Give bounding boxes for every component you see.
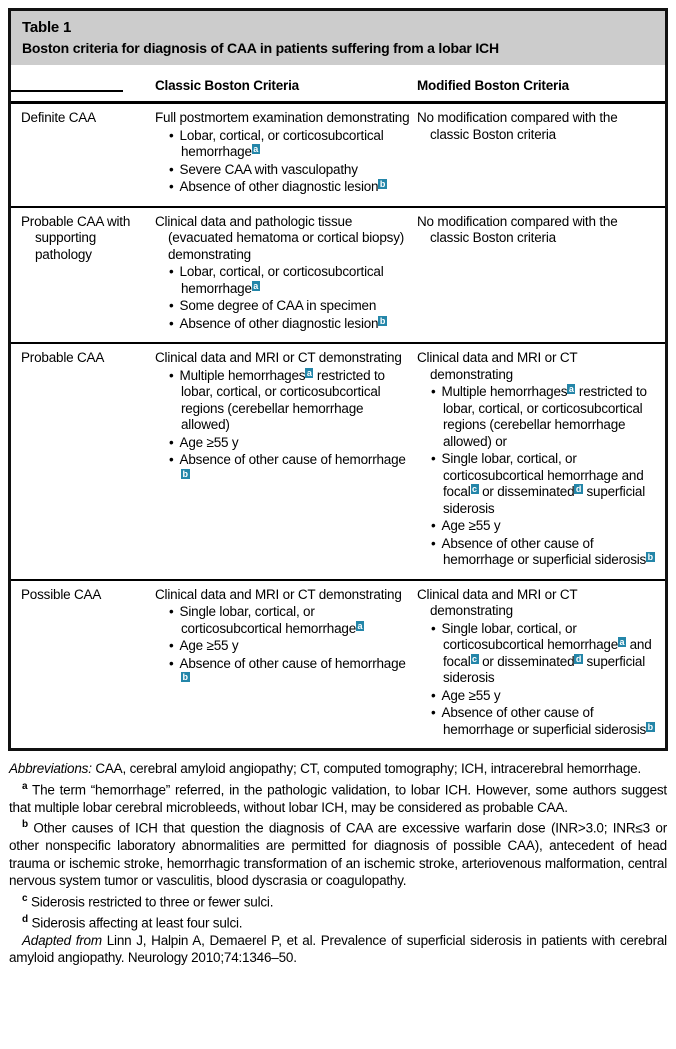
criteria-bullet: • Lobar, cortical, or corticosubcortical hemorrhage $^a$ — [155, 264, 410, 297]
cell-modified-possible — [415, 581, 665, 749]
row-label-probable-caa: Probable CAA — [21, 350, 105, 365]
footnote-a — [9, 778, 667, 817]
criteria-bullet: • Absence of other cause of hemorrhage$^b$ — [155, 656, 410, 689]
footnote-d — [9, 911, 667, 932]
adapted-from-text: Linn J, Halpin A, Demaerel P, et al. Prevalence of superficial siderosis in patients with cerebral amyloid angiopathy. Neurology 2010;74:1346–50. — [9, 932, 667, 965]
footnote-marker-c: c — [472, 484, 478, 494]
criteria-bullet: • Multiple hemorrhages $^a$ restricted to lobar, cortical, or corticosubcortical regions (cerebellar hemorrhage allowed) — [155, 368, 410, 434]
footnote-marker-b: b — [379, 179, 386, 189]
criteria-bullet: • Age ≥55 y — [155, 435, 410, 452]
cell-classic-probable-pathology — [153, 208, 415, 343]
column-header-stub — [11, 74, 153, 101]
footnote-abbreviations — [9, 760, 667, 778]
column-header-classic: Classic Boston Criteria — [155, 78, 299, 93]
criteria-bullet: • Absence of other cause of hemorrhage or superficial siderosis $^b$ — [417, 705, 660, 738]
abbreviations-text: CAA, cerebral amyloid angiopathy; CT, computed tomography; ICH, intracerebral hemorrhage. — [95, 761, 642, 776]
cell-modified-probable — [415, 344, 665, 579]
criteria-intro: Clinical data and MRI or CT demonstrating — [155, 586, 402, 602]
column-header-classic-cell — [153, 74, 415, 101]
footnote-c — [9, 890, 667, 911]
criteria-bullet: • Absence of other cause of hemorrhage$^b$ — [155, 452, 410, 485]
footnote-marker-b: b — [182, 468, 188, 479]
criteria-bullet: • Age ≥55 y — [417, 518, 660, 535]
criteria-bullet: • Some degree of CAA in specimen — [155, 298, 410, 315]
criteria-intro: Clinical data and MRI or CT demonstrating — [417, 350, 578, 382]
cell-classic-probable — [153, 344, 415, 579]
footnote-marker-b: b — [379, 315, 386, 326]
criteria-bullet: • Lobar, cortical, or corticosubcortical hemorrhage $^a$ — [155, 128, 410, 161]
abbreviations-label: Abbreviations: — [9, 761, 92, 776]
footnote-marker-c: c — [472, 653, 478, 664]
footnote-marker-a: a — [306, 367, 312, 378]
row-label-possible-caa: Possible CAA — [21, 586, 102, 602]
criteria-bullet: • Multiple hemorrhages $^a$ restricted to lobar, cortical, or corticosubcortical regions (cerebellar hemorrhage allowed) or — [417, 384, 660, 450]
footnotes — [8, 751, 668, 967]
footnote-c-text: Siderosis restricted to three or fewer sulci. — [30, 894, 274, 909]
table-title-band — [11, 11, 665, 65]
footnote-d-marker: d — [22, 913, 28, 925]
footnote-b — [9, 816, 667, 890]
header-stub-rule — [11, 90, 123, 92]
cell-classic-definite — [153, 104, 415, 206]
criteria-bullet: • Single lobar, cortical, or corticosubcortical hemorrhage $^a$ and focal $^c$ or disseminated $^d$ superficial siderosis — [417, 621, 660, 687]
footnote-marker-b: b — [647, 721, 654, 732]
criteria-bullet: • Absence of other cause of hemorrhage or superficial siderosis $^b$ — [417, 536, 660, 569]
column-header-row — [11, 74, 665, 104]
footnote-marker-a: a — [357, 620, 363, 631]
table-number: Table 1 — [22, 19, 72, 36]
cell-modified-definite — [415, 104, 665, 206]
row-label-definite-caa: Definite CAA — [21, 110, 96, 125]
footnote-b-marker: b — [22, 819, 28, 830]
table-row-probable-caa — [11, 344, 665, 581]
footnote-marker-d: d — [575, 484, 582, 494]
column-header-modified-cell — [415, 74, 665, 101]
criteria-bullet: • Single lobar, cortical, or corticosubcortical hemorrhage $^a$ — [155, 604, 410, 637]
footnote-marker-a: a — [619, 637, 625, 647]
footnote-adapted — [9, 932, 667, 967]
criteria-intro: No modification compared with the classic Boston criteria — [417, 110, 618, 142]
footnote-marker-d: d — [575, 653, 582, 664]
table-row-definite-caa — [11, 104, 665, 208]
footnote-marker-b: b — [182, 672, 188, 682]
criteria-intro: No modification compared with the classic Boston criteria — [417, 213, 618, 245]
footnote-marker-a: a — [568, 384, 574, 394]
footnote-a-text: The term “hemorrhage” referred, in the pathologic validation, to lobar ICH. However, some authors suggest that multiple lobar cerebral microbleeds, without lobar ICH, may be considered as probable CAA. — [9, 782, 667, 815]
footnote-d-text: Siderosis affecting at least four sulci. — [31, 915, 243, 930]
criteria-intro: Clinical data and pathologic tissue (evacuated hematoma or cortical biopsy) demonstrating — [155, 213, 405, 262]
criteria-bullet: • Age ≥55 y — [417, 688, 660, 705]
column-header-modified: Modified Boston Criteria — [417, 78, 569, 93]
criteria-bullet: • Single lobar, cortical, or corticosubcortical hemorrhage and focal $^c$ or disseminated $^d$ superficial siderosis — [417, 451, 660, 517]
criteria-intro: Full postmortem examination demonstrating — [155, 110, 410, 125]
table-row-possible-caa — [11, 581, 665, 749]
criteria-bullet: • Severe CAA with vasculopathy — [155, 162, 410, 179]
criteria-bullet: • Absence of other diagnostic lesion $^b$ — [155, 316, 410, 333]
criteria-bullet: • Age ≥55 y — [155, 638, 410, 655]
footnote-c-marker: c — [22, 892, 28, 904]
footnote-marker-b: b — [647, 552, 654, 562]
footnote-marker-a: a — [253, 280, 259, 291]
footnote-b-text: Other causes of ICH that question the diagnosis of CAA are excessive warfarin dose (INR>3.0; INR≤3 or other nonspecific laboratory abnormalities are permitted for diagnosis of possible CAA), antecedent of head trauma or ischemic stroke, hemorrhagic transformation of an ischemic stroke, arteriovenous malformation, central nervous system tumor or vasculitis, blood dyscrasia or coagulopathy. — [9, 820, 667, 888]
table-container — [8, 8, 668, 751]
criteria-intro: Clinical data and MRI or CT demonstrating — [417, 586, 578, 618]
cell-modified-probable-pathology — [415, 208, 665, 343]
cell-classic-possible — [153, 581, 415, 749]
criteria-intro: Clinical data and MRI or CT demonstrating — [155, 350, 402, 365]
adapted-from-label: Adapted from — [22, 932, 102, 948]
table-caption: Boston criteria for diagnosis of CAA in patients suffering from a lobar ICH — [22, 40, 499, 56]
footnote-marker-a: a — [253, 144, 259, 154]
footnote-a-marker: a — [22, 780, 28, 792]
table-row-probable-caa-pathology — [11, 208, 665, 345]
criteria-bullet: • Absence of other diagnostic lesion $^b$ — [155, 179, 410, 196]
row-label-probable-caa-pathology: Probable CAA with supporting pathology — [21, 213, 131, 262]
